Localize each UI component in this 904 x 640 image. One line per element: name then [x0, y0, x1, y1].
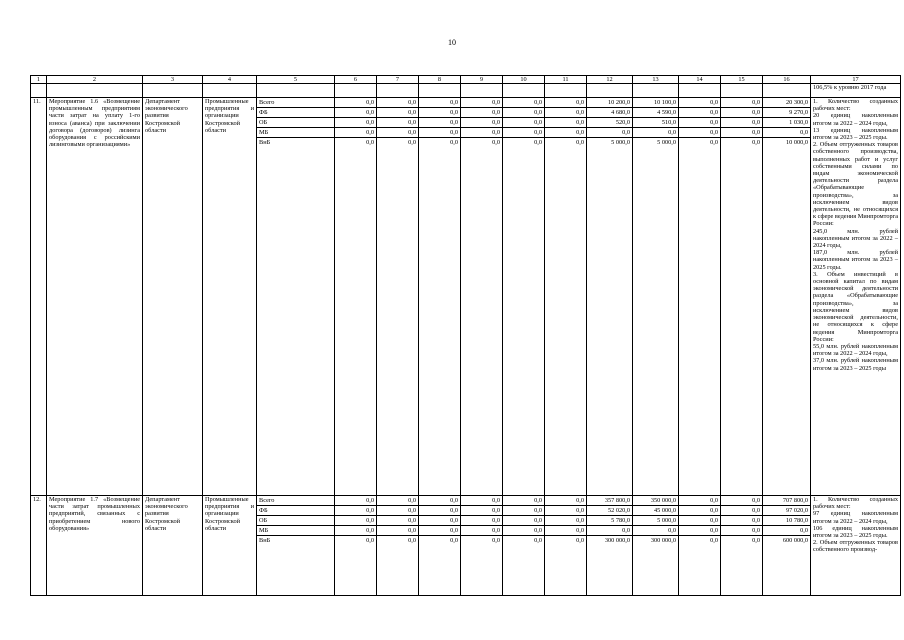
- year-values: [679, 98, 721, 496]
- row-number: 12.: [31, 496, 47, 596]
- row-number: 11.: [31, 98, 47, 496]
- year-values: [721, 496, 763, 596]
- value-cell: 0,0: [335, 98, 376, 108]
- result-line: 1. Количество созданных рабочих мест:: [813, 496, 898, 511]
- value-cell: 0,0: [576, 537, 584, 544]
- value-cell: 0,0: [408, 139, 416, 146]
- value-cell: 300 000,0: [604, 537, 630, 544]
- value-cell: 520,0: [587, 118, 632, 128]
- expected-results: [811, 98, 901, 496]
- value-cell: 0,0: [377, 526, 418, 536]
- year-values: [503, 496, 545, 596]
- value-cell: 0,0: [721, 526, 762, 536]
- header-cell: 6: [335, 76, 377, 84]
- value-cell: 0,0: [752, 537, 760, 544]
- header-cell: 16: [763, 76, 811, 84]
- value-cell: 0,0: [545, 496, 586, 506]
- value-cell: 0,0: [461, 496, 502, 506]
- page-number: 10: [448, 38, 456, 47]
- source-label: ВнБ: [259, 537, 271, 544]
- value-cell: 0,0: [679, 98, 720, 108]
- value-cell: 0,0: [503, 98, 544, 108]
- table-row: [31, 98, 901, 496]
- value-cell: 0,0: [721, 128, 762, 138]
- year-values: [377, 496, 419, 596]
- funding-sources: [257, 496, 335, 596]
- value-cell: 0,0: [335, 526, 376, 536]
- value-cell: 0,0: [721, 98, 762, 108]
- value-cell: 52 020,0: [587, 506, 632, 516]
- value-cell: 0,0: [679, 128, 720, 138]
- responsible-executor: Департамент экономического развития Костромской области: [143, 496, 203, 596]
- value-cell: 5 000,0: [611, 139, 630, 146]
- value-cell: 0,0: [503, 516, 544, 526]
- result-line: 2. Объем отгруженных товаров собственного производства, выполненных работ и услуг собственными силами по видам экономической деятельности раздела «Обрабатывающие производства», за исключением видов деятельности, не относящихся к сфере ведения Минпромторга России:: [813, 141, 898, 228]
- value-cell: 0,0: [503, 128, 544, 138]
- value-cell: 0,0: [721, 496, 762, 506]
- funding-sources: [257, 98, 335, 496]
- source-label: Всего: [257, 496, 334, 506]
- value-cell: 0,0: [419, 496, 460, 506]
- result-line: 20 единиц накопленным итогом за 2022 – 2024 годы,: [813, 112, 898, 127]
- value-cell: 0,0: [419, 108, 460, 118]
- result-line: 3. Объем инвестиций в основной капитал по видам экономической деятельности раздела «Обрабатывающие производства», за исключением видов экономической деятельности, не относящихся к сфере ведения Минпромторга России:: [813, 270, 898, 343]
- value-cell: 0,0: [721, 108, 762, 118]
- header-cell: 1: [31, 76, 47, 84]
- value-cell: 0,0: [721, 506, 762, 516]
- value-cell: 0,0: [419, 506, 460, 516]
- result-line: 13 единиц накопленным итогом за 2023 – 2025 годы.: [813, 126, 898, 142]
- value-cell: 5 000,0: [657, 139, 676, 146]
- value-cell: 20 300,0: [763, 98, 810, 108]
- year-values: [545, 496, 587, 596]
- value-cell: 0,0: [503, 108, 544, 118]
- measure-name: Мероприятие 1.7 «Возмещение части затрат промышленных предприятий, связанных с приобретением нового оборудования»: [47, 496, 143, 596]
- year-values: [377, 98, 419, 496]
- responsible-executor: Департамент экономического развития Костромской области: [143, 98, 203, 496]
- value-cell: 0,0: [545, 506, 586, 516]
- year-values: [587, 98, 633, 496]
- result-line: 97 единиц накопленным итогом за 2022 – 2024 годы,: [813, 510, 898, 525]
- value-cell: 0,0: [377, 496, 418, 506]
- value-cell: 0,0: [461, 118, 502, 128]
- year-values: [679, 496, 721, 596]
- year-values: [461, 98, 503, 496]
- value-cell: 0,0: [335, 128, 376, 138]
- result-line: 1. Количество созданных рабочих мест:: [813, 98, 898, 113]
- header-cell: 8: [419, 76, 461, 84]
- source-label: ВнБ: [259, 139, 271, 146]
- value-cell: 10 780,0: [763, 516, 810, 526]
- source-label: ОБ: [257, 118, 334, 128]
- value-cell: 10 000,0: [785, 139, 808, 146]
- value-cell: 0,0: [679, 516, 720, 526]
- value-cell: 0,0: [419, 98, 460, 108]
- header-cell: 15: [721, 76, 763, 84]
- source-label: Всего: [257, 98, 334, 108]
- value-cell: 707 800,0: [763, 496, 810, 506]
- value-cell: 0,0: [545, 526, 586, 536]
- value-cell: 0,0: [377, 108, 418, 118]
- value-cell: 357 800,0: [587, 496, 632, 506]
- value-cell: 510,0: [633, 118, 678, 128]
- value-cell: 0,0: [763, 128, 810, 138]
- value-cell: 0,0: [461, 98, 502, 108]
- header-row: [31, 76, 901, 84]
- value-cell: 0,0: [461, 128, 502, 138]
- participants: Промышленные предприятия и организации Костромской области: [203, 98, 257, 496]
- value-cell: 0,0: [492, 537, 500, 544]
- value-cell: 0,0: [679, 496, 720, 506]
- value-cell: 0,0: [752, 139, 760, 146]
- value-cell: 0,0: [461, 526, 502, 536]
- year-values: [633, 98, 679, 496]
- result-line: 55,0 млн. рублей накопленным итогом за 2022 – 2024 годы,: [813, 342, 898, 358]
- value-cell: 0,0: [461, 516, 502, 526]
- value-cell: 0,0: [503, 118, 544, 128]
- value-cell: 0,0: [587, 526, 632, 536]
- value-cell: 0,0: [419, 128, 460, 138]
- header-cell: 10: [503, 76, 545, 84]
- value-cell: 0,0: [503, 526, 544, 536]
- header-cell: 12: [587, 76, 633, 84]
- result-line: 2. Объем отгруженных товаров собственного производ-: [813, 539, 898, 554]
- results-continuation: 106,5% к уровню 2017 года: [811, 84, 901, 98]
- program-table: [30, 75, 901, 596]
- source-label: ФБ: [257, 108, 334, 118]
- source-label: ОБ: [257, 516, 334, 526]
- participants: Промышленные предприятия и организации Костромской области: [203, 496, 257, 596]
- header-cell: 17: [811, 76, 901, 84]
- value-cell: 0,0: [679, 506, 720, 516]
- year-values: [419, 98, 461, 496]
- value-cell: 0,0: [633, 128, 678, 138]
- year-values: [335, 496, 377, 596]
- value-cell: 0,0: [419, 516, 460, 526]
- value-cell: 0,0: [461, 108, 502, 118]
- value-cell: 0,0: [450, 139, 458, 146]
- value-cell: 0,0: [419, 118, 460, 128]
- source-label: ФБ: [257, 506, 334, 516]
- value-cell: 5 000,0: [633, 516, 678, 526]
- value-cell: 0,0: [335, 516, 376, 526]
- value-cell: 0,0: [335, 118, 376, 128]
- value-cell: 0,0: [633, 526, 678, 536]
- value-cell: 0,0: [366, 537, 374, 544]
- value-cell: 0,0: [335, 496, 376, 506]
- value-cell: 4 590,0: [633, 108, 678, 118]
- year-values: [633, 496, 679, 596]
- value-cell: 0,0: [763, 526, 810, 536]
- result-line: 106 единиц накопленным итогом за 2023 – 2025 годы.: [813, 524, 898, 540]
- source-label: МБ: [257, 526, 334, 536]
- value-cell: 0,0: [419, 526, 460, 536]
- header-cell: 2: [47, 76, 143, 84]
- value-cell: 0,0: [503, 506, 544, 516]
- value-cell: 350 000,0: [633, 496, 678, 506]
- result-line: 245,0 млн. рублей накопленным итогом за 2022 – 2024 годы,: [813, 227, 898, 250]
- value-cell: 0,0: [461, 506, 502, 516]
- value-cell: 10 200,0: [587, 98, 632, 108]
- header-cell: 5: [257, 76, 335, 84]
- value-cell: 0,0: [545, 118, 586, 128]
- value-cell: 5 780,0: [587, 516, 632, 526]
- value-cell: 0,0: [503, 496, 544, 506]
- value-cell: 0,0: [534, 139, 542, 146]
- value-cell: 97 020,0: [763, 506, 810, 516]
- expected-results: [811, 496, 901, 596]
- value-cell: 0,0: [545, 98, 586, 108]
- value-cell: 0,0: [377, 118, 418, 128]
- value-cell: 45 000,0: [633, 506, 678, 516]
- value-cell: 600 000,0: [782, 537, 808, 544]
- total-values: [763, 98, 811, 496]
- header-cell: 14: [679, 76, 721, 84]
- year-values: [503, 98, 545, 496]
- continuation-row: [31, 84, 901, 98]
- value-cell: 0,0: [335, 108, 376, 118]
- value-cell: 0,0: [366, 139, 374, 146]
- result-line: 187,0 млн. рублей накопленным итогом за 2023 – 2025 годы.: [813, 249, 898, 271]
- value-cell: 0,0: [679, 118, 720, 128]
- value-cell: 0,0: [534, 537, 542, 544]
- value-cell: 0,0: [721, 516, 762, 526]
- year-values: [721, 98, 763, 496]
- source-label: МБ: [257, 128, 334, 138]
- value-cell: 0,0: [587, 128, 632, 138]
- value-cell: 0,0: [545, 108, 586, 118]
- value-cell: 0,0: [335, 506, 376, 516]
- value-cell: 0,0: [377, 516, 418, 526]
- value-cell: 0,0: [408, 537, 416, 544]
- value-cell: 0,0: [710, 537, 718, 544]
- value-cell: 0,0: [679, 526, 720, 536]
- measure-name: Мероприятие 1.6 «Возмещение промышленным предприятиям части затрат на уплату 1-го взноса (аванса) при заключении договора (договоров) лизинга оборудования с российскими лизинговыми организациями»: [47, 98, 143, 496]
- value-cell: 0,0: [492, 139, 500, 146]
- year-values: [335, 98, 377, 496]
- header-cell: 11: [545, 76, 587, 84]
- value-cell: 0,0: [679, 108, 720, 118]
- year-values: [587, 496, 633, 596]
- value-cell: 9 270,0: [763, 108, 810, 118]
- value-cell: 0,0: [721, 118, 762, 128]
- header-cell: 13: [633, 76, 679, 84]
- value-cell: 0,0: [545, 516, 586, 526]
- value-cell: 300 000,0: [650, 537, 676, 544]
- value-cell: 4 680,0: [587, 108, 632, 118]
- value-cell: 0,0: [545, 128, 586, 138]
- value-cell: 0,0: [377, 506, 418, 516]
- header-cell: 7: [377, 76, 419, 84]
- year-values: [545, 98, 587, 496]
- total-values: [763, 496, 811, 596]
- value-cell: 0,0: [377, 98, 418, 108]
- header-cell: 3: [143, 76, 203, 84]
- header-cell: 9: [461, 76, 503, 84]
- value-cell: 0,0: [450, 537, 458, 544]
- year-values: [461, 496, 503, 596]
- value-cell: 0,0: [377, 128, 418, 138]
- value-cell: 0,0: [710, 139, 718, 146]
- value-cell: 1 030,0: [763, 118, 810, 128]
- year-values: [419, 496, 461, 596]
- value-cell: 0,0: [576, 139, 584, 146]
- value-cell: 10 100,0: [633, 98, 678, 108]
- header-cell: 4: [203, 76, 257, 84]
- table-row: [31, 496, 901, 596]
- result-line: 37,0 млн. рублей накопленным итогом за 2023 – 2025 годы: [813, 357, 898, 372]
